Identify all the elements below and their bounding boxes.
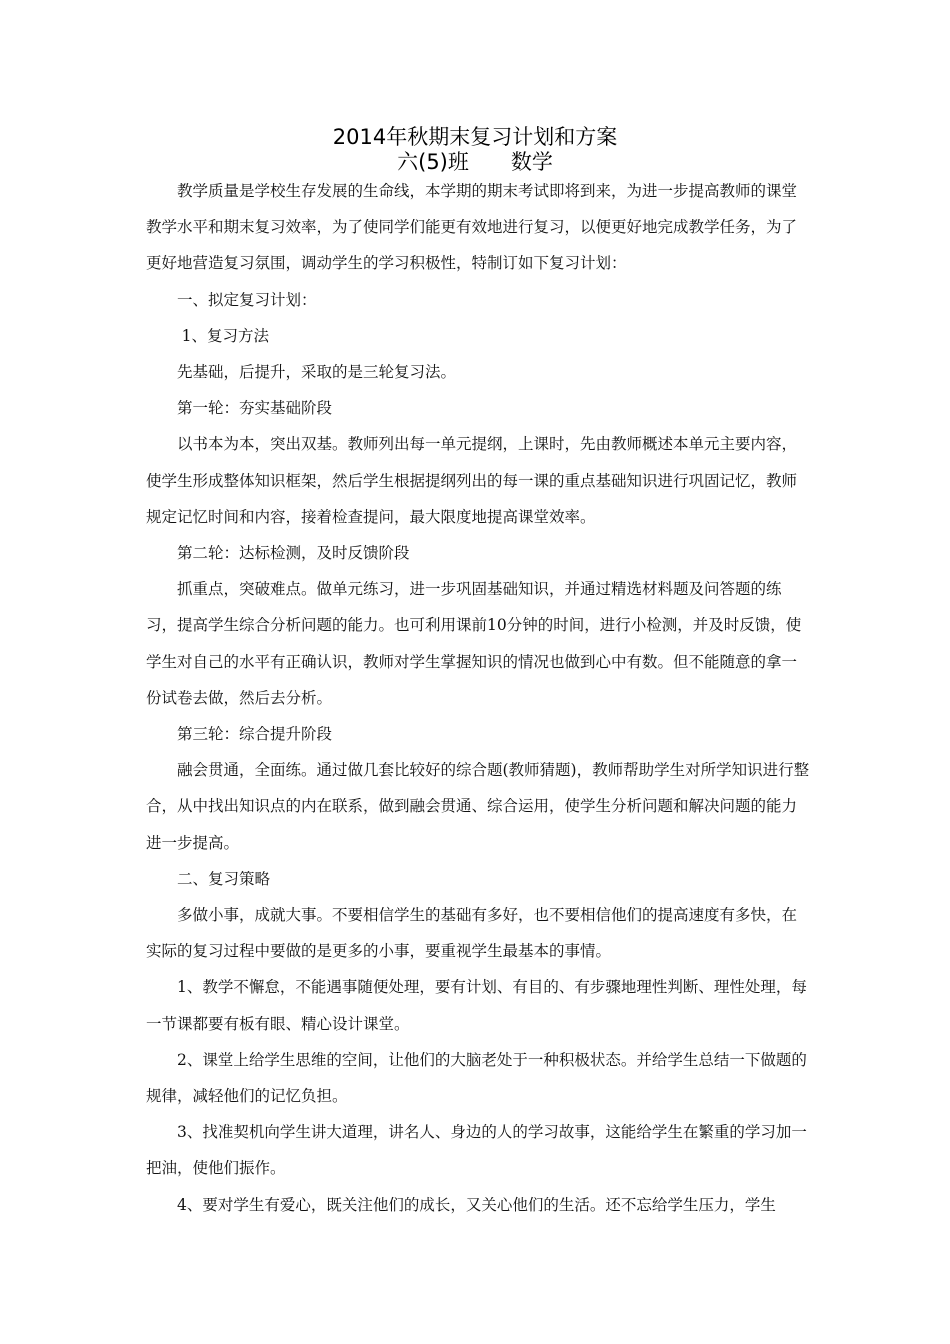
list-item: 3、找准契机向学生讲大道理，讲名人、身边的人的学习故事，这能给学生在繁重的学习加一把油，使他们振作。: [146, 1123, 807, 1178]
list-item: 1、教学不懈怠，不能遇事随便处理，要有计划、有目的、有步骤地理性判断、理性处理，每一节课都要有板有眼、精心设计课堂。: [146, 978, 807, 1033]
list-item: 4、要对学生有爱心，既关注他们的成长，又关心他们的生活。还不忘给学生压力，学生: [177, 1195, 776, 1214]
section-heading: 一、拟定复习计划：: [177, 290, 317, 309]
round-heading: 第二轮：达标检测，及时反馈阶段: [177, 544, 410, 563]
document-body: [146, 173, 810, 1223]
paragraph: 先基础，后提升，采取的是三轮复习法。: [177, 363, 457, 382]
round-heading: 第三轮：综合提升阶段: [177, 725, 333, 744]
subsection-heading: 1、复习方法: [181, 326, 270, 345]
intro-paragraph: 教学质量是学校生存发展的生命线，本学期的期末考试即将到来，为进一步提高教师的课堂教学水平和期末复习效率，为了使同学们能更有效地进行复习，以便更好地完成教学任务，为了更好地营造复习氛围，调动学生的学习积极性，特制订如下复习计划：: [146, 182, 798, 273]
paragraph: 融会贯通，全面练。通过做几套比较好的综合题(教师猜题)，教师帮助学生对所学知识进行整合，从中找出知识点的内在联系，做到融会贯通、综合运用，使学生分析问题和解决问题的能力进一步提高。: [146, 761, 810, 852]
paragraph: 以书本为本，突出双基。教师列出每一单元提纲，上课时，先由教师概述本单元主要内容，使学生形成整体知识框架，然后学生根据提纲列出的每一课的重点基础知识进行巩固记忆，教师规定记忆时间和内容，接着检查提问，最大限度地提高课堂效率。: [146, 435, 798, 526]
round-heading: 第一轮：夯实基础阶段: [177, 399, 333, 418]
paragraph: 多做小事，成就大事。不要相信学生的基础有多好，也不要相信他们的提高速度有多快，在实际的复习过程中要做的是更多的小事，要重视学生最基本的事情。: [146, 906, 798, 961]
paragraph: 抓重点，突破难点。做单元练习，进一步巩固基础知识，并通过精选材料题及问答题的练习，提高学生综合分析问题的能力。也可利用课前10分钟的时间，进行小检测，并及时反馈，使学生对自己的水平有正确认识，教师对学生掌握知识的情况也做到心中有数。但不能随意的拿一份试卷去做，然后去分析。: [146, 580, 802, 707]
list-item: 2、课堂上给学生思维的空间，让他们的大脑老处于一种积极状态。并给学生总结一下做题的规律，减轻他们的记忆负担。: [146, 1050, 807, 1106]
document-subtitle: 六(5)班 数学: [397, 150, 553, 174]
section-heading: 二、复习策略: [177, 869, 271, 888]
document-title: 2014年秋期末复习计划和方案: [332, 125, 618, 149]
